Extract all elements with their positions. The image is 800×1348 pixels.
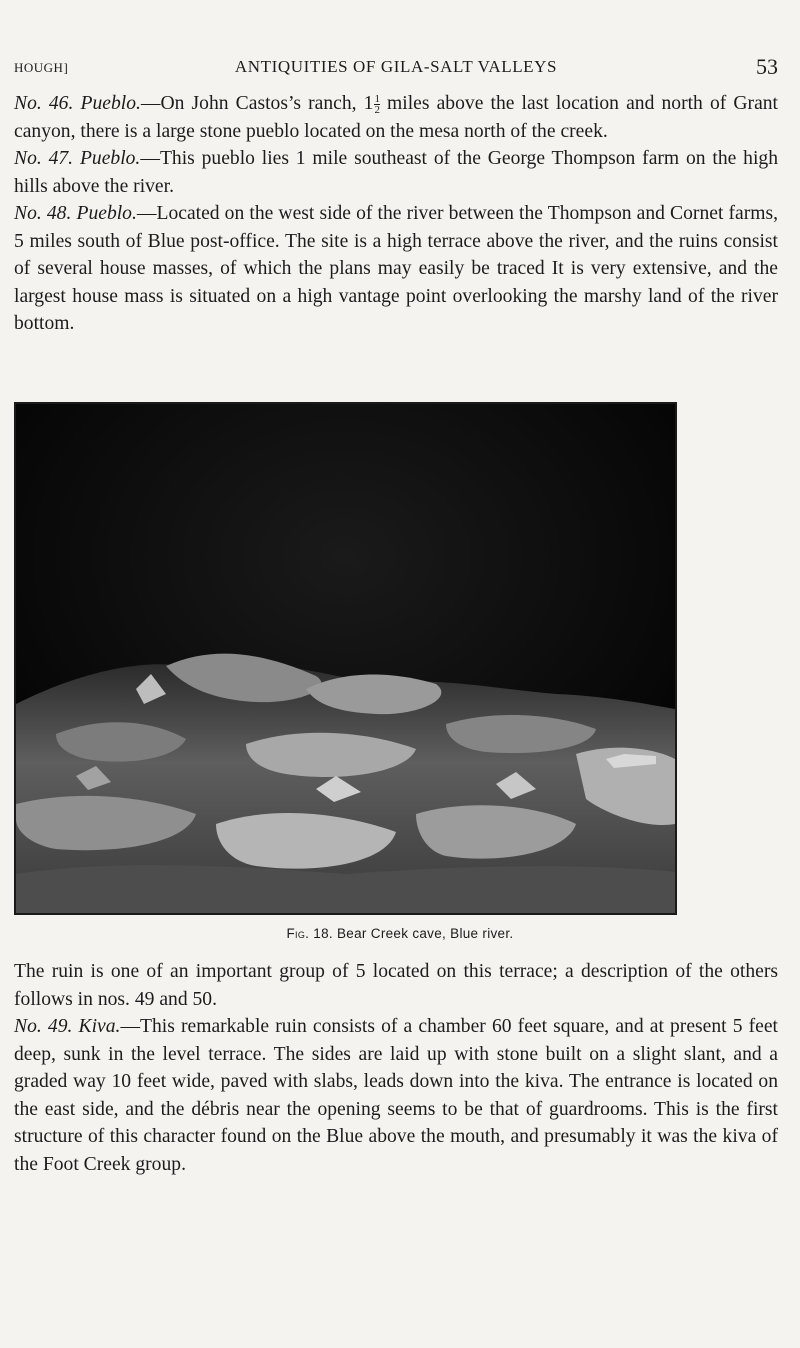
entry-title: Pueblo. xyxy=(79,148,141,169)
figure-photograph xyxy=(14,402,677,915)
entry-title: Pueblo. xyxy=(80,93,141,114)
entry-47 xyxy=(14,145,778,200)
entries-top xyxy=(14,90,778,338)
entry-49 xyxy=(14,1013,778,1178)
header-title: ANTIQUITIES OF GILA-SALT VALLEYS xyxy=(234,57,558,76)
header-author: HOUGH] xyxy=(14,60,69,75)
running-header xyxy=(14,54,778,82)
entry-number: No. 49. xyxy=(14,1016,73,1037)
entry-text-cont: miles above the last location and north of Grant canyon, there is a large stone pueblo located on the mesa north of the creek. xyxy=(14,93,779,142)
entry-48 xyxy=(14,200,778,338)
fraction-one-half: $\frac{1}{2}$ xyxy=(374,93,380,116)
entry-number: No. 46. xyxy=(14,93,74,114)
page-number: 53 xyxy=(756,54,778,79)
entry-number: No. 48. xyxy=(14,203,72,224)
entry-title: Pueblo. xyxy=(76,203,137,224)
figure-caption-text: Bear Creek cave, Blue river. xyxy=(337,926,514,941)
continuation-paragraph: The ruin is one of an important group of 5 located on this terrace; a description of the others follows in nos. 49 and 50. xyxy=(14,961,778,1010)
entry-text: —This pueblo lies 1 mile southeast of the George Thompson farm on the high hills above the river. xyxy=(14,148,779,197)
entry-text: —On John Castos’s ranch, 1 xyxy=(140,93,374,114)
entry-text: —This remarkable ruin consists of a chamber 60 feet square, and at present 5 feet deep, sunk in the level terrace. The sides are laid up with stone built on a slight slant, and a graded way 10 feet wide, paved with slabs, leads down into the kiva. The entrance is located on the east side, and the débris near the opening seems to be that of guardrooms. This is the first structure of this character found on the Blue above the mouth, and presumably it was the kiva of the Foot Creek group. xyxy=(14,1016,779,1175)
cave-photo-image xyxy=(16,404,675,913)
figure-label: Fig. 18. xyxy=(286,926,333,941)
entry-46 xyxy=(14,90,778,145)
entry-title: Kiva. xyxy=(78,1016,121,1037)
figure-caption xyxy=(0,926,800,941)
entry-text: —Located on the west side of the river between the Thompson and Cornet farms, 5 miles south of Blue post-office. The site is a high terrace above the river, and the ruins consist of several house masses, of which the plans may easily be traced It is very extensive, and the largest house mass is situated on a high vantage point overlooking the marshy land of the river bottom. xyxy=(14,203,779,334)
entry-number: No. 47. xyxy=(14,148,74,169)
entries-bottom xyxy=(14,958,778,1178)
